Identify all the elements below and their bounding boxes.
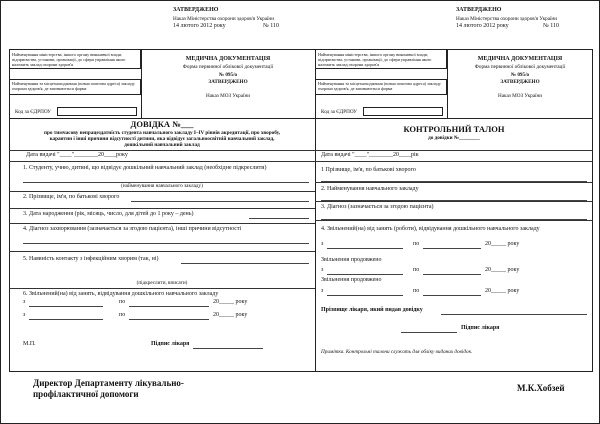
right-doctor-signature-field[interactable] — [401, 332, 457, 333]
left-to-2: по — [119, 312, 126, 318]
right-to-2-field[interactable] — [423, 274, 481, 275]
left-title: ДОВІДКА №___ — [130, 119, 194, 129]
right-extended-1: Звільнення продовжено — [321, 257, 382, 263]
right-edrpou-label: Код за ЄДРПОУ — [321, 109, 357, 115]
left-from-2: з — [23, 312, 26, 318]
left-subtitle-3: дошкільний навчальний заклад — [124, 142, 200, 148]
right-approved-by: Наказ МОЗ України — [497, 93, 543, 99]
left-edrpou-field[interactable] — [57, 107, 137, 116]
center-divider — [315, 49, 316, 372]
left-item-5: 5. Наявність контакту з інфекційним хворим (так, ні) — [23, 256, 159, 262]
left-item-6: 6. Звільнений(на) від занять, відвідування дошкільного навчального закладу — [23, 291, 219, 297]
right-extended-2: Звільнення продовжено — [321, 277, 382, 283]
left-date-issue[interactable]: Дата видачі "____"________20____року — [26, 152, 128, 158]
right-year-2: 20_____ року — [485, 267, 520, 273]
right-org-location-label: Найменування та місцезнаходження (повна поштова адреса) закладу охорони здоров'я, де заповнюється форма — [318, 81, 441, 91]
left-approval-number: № 110 — [263, 23, 280, 29]
left-subtitle-1: про тимчасову непрацездатність студента навчального закладу I–IV рівнів акредитації, про хворобу, — [43, 130, 281, 136]
right-form-line: Форма первинної облікової документації — [474, 64, 566, 70]
left-subtitle-2: карантин і інші причини відсутності дитини, яка відвідує загальноосвітній навчальний заклад, — [49, 136, 275, 142]
right-item-4: 4. Звільнений(на) від занять (роботи), відвідування дошкільного навчального закладу — [321, 226, 540, 232]
left-to-1-field[interactable] — [129, 306, 209, 307]
right-from-3: з — [321, 288, 324, 294]
left-approval-title: ЗАТВЕРДЖЕНО — [173, 7, 219, 13]
left-item-1: 1. Студенту, учню, дитині, що відвідує дошкільний навчальний заклад (необхідне підкреслити) — [23, 165, 267, 171]
header-separator — [9, 118, 593, 119]
left-doctor-signature: Підпис лікаря — [151, 341, 190, 347]
right-title: КОНТРОЛЬНИЙ ТАЛОН — [403, 124, 505, 134]
right-to-1-field[interactable] — [423, 248, 481, 249]
left-approved-by: Наказ МОЗ України — [205, 93, 251, 99]
right-note: Примітка. Контрольні талони служать для обліку виданих довідок. — [321, 349, 473, 355]
right-from-1-field[interactable] — [327, 248, 403, 249]
right-item-3: 3. Діагноз (зазначається за згодою пацієнта) — [321, 204, 434, 210]
right-approval-order: Наказ Міністерства охорони здоров'я України — [456, 16, 557, 22]
right-edrpou-field[interactable] — [363, 107, 443, 116]
left-item-3: 3. Дата народження (рік, місяць, число, для дітей до 1 року – день) — [23, 211, 194, 217]
left-to-1: по — [119, 299, 126, 305]
left-item-2-field[interactable] — [131, 201, 309, 202]
left-item-5-hint: (підкреслити, вписати) — [136, 280, 188, 286]
right-year-1: 20_____ року — [485, 241, 520, 247]
right-org-name-label: Найменування міністерства, іншого органу виконавчої влади, підприємства, установи, організації, до сфери управління якого належить заклад охорони здоров'я — [318, 52, 432, 67]
left-year-2: 20_____ року — [213, 312, 248, 318]
right-doctor-line: Прізвище лікаря, який видав довідку — [321, 307, 423, 313]
left-mp: М.П. — [23, 341, 36, 347]
footer-signatory: М.К.Хобзей — [517, 383, 565, 393]
left-approval-date: 14 лютого 2012 року — [173, 23, 226, 29]
left-doctor-signature-field[interactable] — [193, 348, 263, 349]
left-item-2: 2. Прізвище, ім'я, по батькові хворого — [23, 194, 120, 200]
right-med-doc: МЕДИЧНА ДОКУМЕНТАЦІЯ — [477, 56, 563, 62]
left-org-location-label: Найменування та місцезнаходження (повна поштова адреса) закладу охорони здоров'я, де заповнюється форма — [12, 81, 135, 91]
left-form-number: № 095/о — [218, 72, 238, 78]
left-approved: ЗАТВЕРДЖЕНО — [208, 79, 248, 85]
footer-director-line-2: профілактичної допомоги — [33, 389, 139, 399]
right-to-3-field[interactable] — [423, 295, 481, 296]
right-form-number: № 095/о — [510, 72, 530, 78]
left-form-line: Форма первинної облікової документації — [182, 64, 274, 70]
left-item-4-field[interactable] — [23, 243, 309, 244]
right-to-1: по — [413, 241, 420, 247]
right-from-2: з — [321, 267, 324, 273]
left-item-4: 4. Діагноз захворювання (зазначається за згодою пацієнта), інші причини відсутності — [23, 226, 242, 232]
left-year-1: 20_____ року — [213, 299, 248, 305]
footer-director-line-1: Директор Департаменту лікувально- — [33, 378, 184, 388]
right-approved: ЗАТВЕРДЖЕНО — [500, 79, 540, 85]
right-date-issue[interactable]: Дата видачі "____"________20____рік — [321, 152, 419, 158]
left-edrpou-label: Код за ЄДРПОУ — [15, 109, 51, 115]
left-approval-order: Наказ Міністерства охорони здоров'я України — [173, 16, 274, 22]
left-from-2-field[interactable] — [29, 319, 103, 320]
right-approval-number: № 110 — [543, 23, 560, 29]
left-from-1: з — [23, 299, 26, 305]
right-item-1: 1 Прізвище, ім'я, по батькові хворого — [321, 167, 416, 173]
right-item-2: 2. Найменування навчального закладу — [321, 186, 419, 192]
right-to-3: по — [413, 288, 420, 294]
left-to-2-field[interactable] — [129, 319, 209, 320]
right-doctor-signature: Підпис лікаря — [461, 325, 500, 331]
left-med-doc: МЕДИЧНА ДОКУМЕНТАЦІЯ — [185, 56, 271, 62]
left-item-1-hint: (найменування навчального закладу) — [121, 183, 203, 189]
right-from-3-field[interactable] — [327, 295, 403, 296]
right-to-2: по — [413, 267, 420, 273]
right-approval-date: 14 лютого 2012 року — [456, 23, 509, 29]
right-year-3: 20_____ року — [485, 288, 520, 294]
left-item-5-field[interactable] — [181, 263, 309, 264]
right-from-1: з — [321, 241, 324, 247]
left-org-name-label: Найменування міністерства, іншого органу виконавчої влади, підприємства, установи, організації, до сфери управління якого належить заклад охорони здоров'я — [12, 52, 126, 67]
left-from-1-field[interactable] — [29, 306, 103, 307]
right-doctor-line-field[interactable] — [441, 314, 587, 315]
right-from-2-field[interactable] — [327, 274, 403, 275]
right-approval-title: ЗАТВЕРДЖЕНО — [456, 7, 502, 13]
right-subtitle: до довідки №________ — [428, 135, 480, 141]
left-item-3-field[interactable] — [249, 218, 309, 219]
